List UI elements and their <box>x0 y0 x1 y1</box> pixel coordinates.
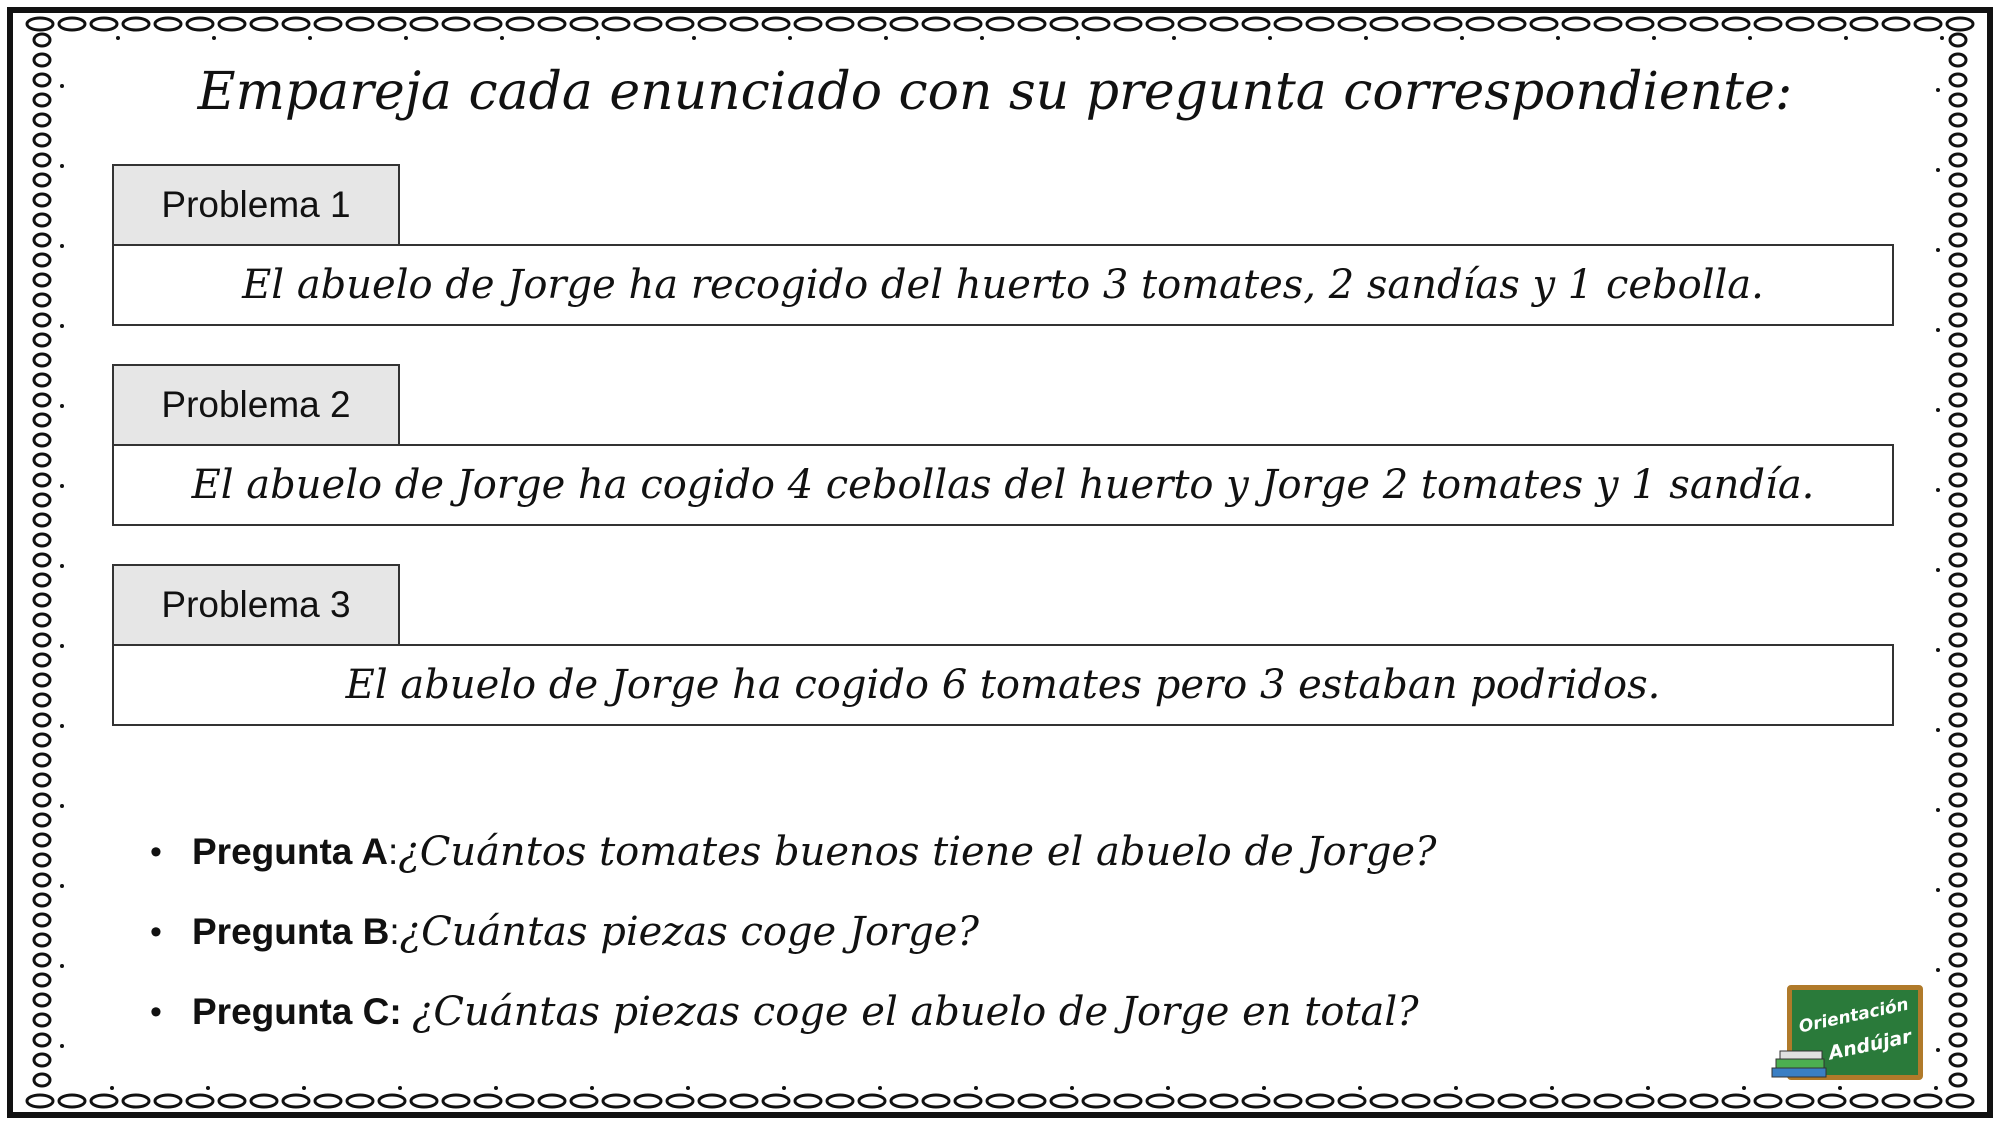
question-b-sep: : <box>389 911 400 952</box>
problem-2-tab: Problema 2 <box>112 364 400 444</box>
question-a-label: Pregunta A <box>192 831 388 872</box>
books-icon <box>1770 1050 1830 1080</box>
bullet: • <box>150 912 162 951</box>
bullet: • <box>150 832 162 871</box>
page-title: Empareja cada enunciado con su pregunta correspondiente: <box>197 62 1793 122</box>
question-c-text: ¿Cuántas piezas coge el abuelo de Jorge en total? <box>411 989 1419 1035</box>
question-a-text: ¿Cuántos tomates buenos tiene el abuelo de Jorge? <box>398 829 1437 875</box>
problem-3-statement: El abuelo de Jorge ha cogido 6 tomates pero 3 estaban podridos. <box>112 644 1894 726</box>
problem-2-statement: El abuelo de Jorge ha cogido 4 cebollas del huerto y Jorge 2 tomates y 1 sandía. <box>112 444 1894 526</box>
question-a <box>150 812 1436 892</box>
question-list <box>150 812 1436 1052</box>
question-b-text: ¿Cuántas piezas coge Jorge? <box>399 909 979 955</box>
logo-line-1: Orientación <box>1797 994 1911 1038</box>
logo-line-2: Andújar <box>1826 1025 1914 1065</box>
problem-1-statement: El abuelo de Jorge ha recogido del huerto 3 tomates, 2 sandías y 1 cebolla. <box>112 244 1894 326</box>
problem-1-tab: Problema 1 <box>112 164 400 244</box>
question-c-label: Pregunta C: <box>192 991 402 1032</box>
question-c <box>150 972 1436 1052</box>
question-b-label: Pregunta B <box>192 911 390 952</box>
question-b <box>150 892 1436 972</box>
problem-3-tab: Problema 3 <box>112 564 400 644</box>
question-c-sep <box>402 991 412 1033</box>
bullet: • <box>150 992 162 1031</box>
question-a-sep: : <box>387 831 399 872</box>
